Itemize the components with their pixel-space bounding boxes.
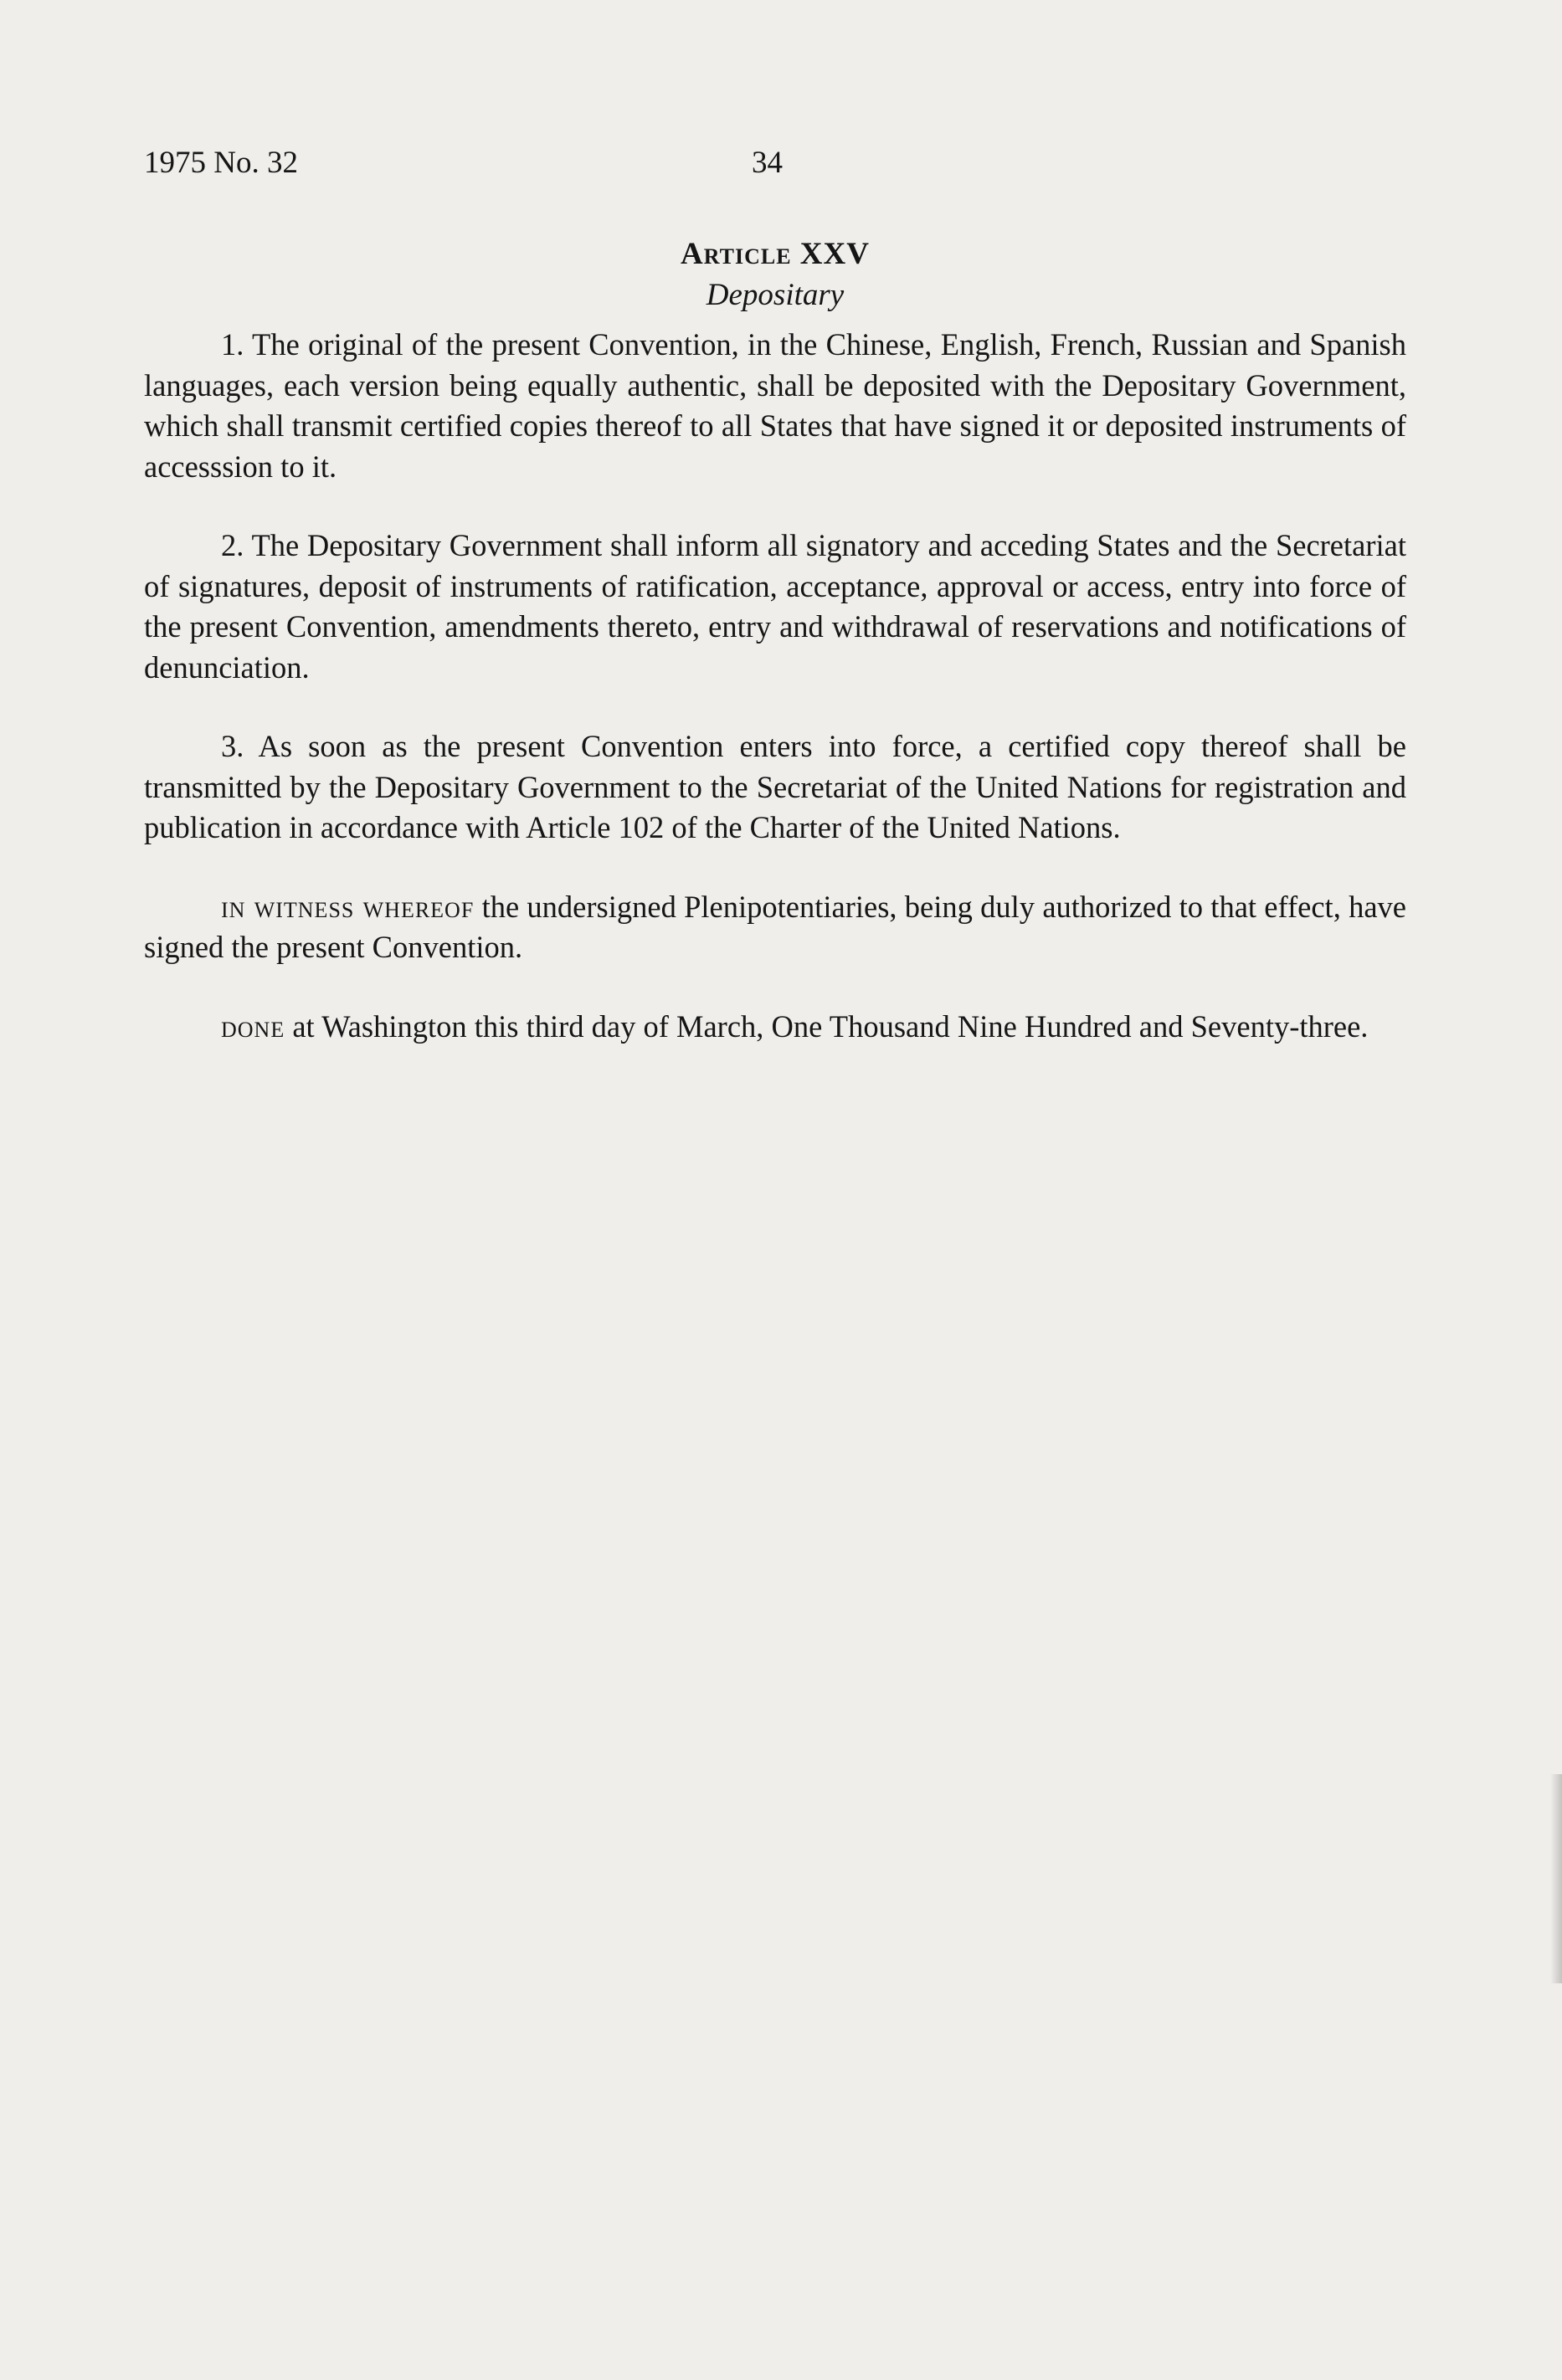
document-reference: 1975 No. 32 bbox=[144, 146, 298, 180]
done-text: at Washington this third day of March, One Thousand Nine Hundred and Seventy-three. bbox=[285, 1008, 1369, 1044]
paragraph-3: 3. As soon as the present Convention enters into force, a certified copy thereof shall be transmitted by the Depositary Government to the Secretariat of the United Nations for registration and publication in accordance with Article 102 of the Charter of the United Nations. bbox=[144, 729, 1406, 844]
article-title: Article XXV bbox=[681, 237, 870, 271]
witness-clause bbox=[144, 887, 1406, 968]
page-body bbox=[144, 234, 1406, 1085]
done-clause bbox=[144, 1007, 1406, 1048]
paragraph-1: 1. The original of the present Convention, in the Chinese, English, French, Russian and Spanish languages, each version being equally authentic, shall be deposited with the Depositary Government, which shall transmit certified copies thereof to all States that have signed it or deposited instruments of accesssion to it. bbox=[144, 327, 1406, 484]
paragraph-2: 2. The Depositary Government shall inform all signatory and acceding States and the Secretariat of signatures, deposit of instruments of ratification, acceptance, approval or access, entry into force of the present Convention, amendments thereto, entry and withdrawal of reservations and notifications of denunciation. bbox=[144, 528, 1406, 685]
witness-text: the undersigned Plenipotentiaries, being duly authorized to that effect, have signed the present Convention. bbox=[144, 889, 1406, 964]
page-edge-shadow bbox=[1550, 1774, 1562, 1983]
page-number: 34 bbox=[752, 146, 783, 180]
done-lead: done bbox=[221, 1008, 285, 1044]
witness-lead: in witness whereof bbox=[221, 889, 475, 924]
article-subtitle: Depositary bbox=[706, 278, 845, 312]
